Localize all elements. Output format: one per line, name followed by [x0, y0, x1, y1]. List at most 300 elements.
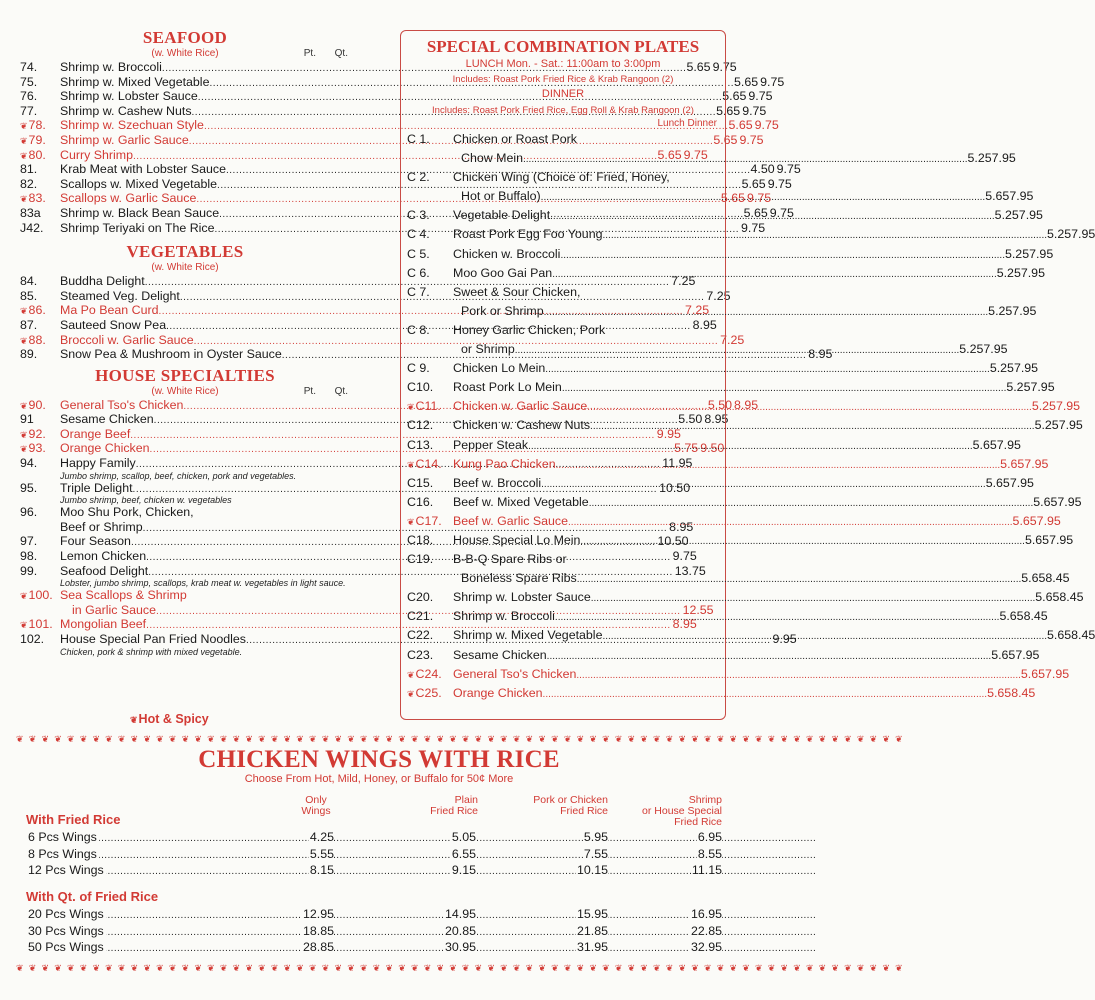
combo-name: Beef w. Mixed Vegetable: [453, 494, 589, 509]
item-name: Sesame Chicken: [60, 412, 154, 427]
combo-item-row: [407, 321, 719, 340]
combo-number: C13.: [407, 437, 434, 452]
wings-price: 22.85: [690, 923, 722, 938]
combo-name: Beef w. Garlic Sauce: [453, 513, 569, 528]
item-description: Jumbo shrimp, scallop, beef, chicken, pork and vegetables.: [60, 470, 297, 481]
menu-item-row: [20, 162, 801, 177]
item-number: ❦ 93.: [20, 441, 60, 457]
combo-number: ❦ C11.: [407, 397, 453, 417]
price-lunch: 5.65: [1020, 666, 1046, 681]
price-quart: 8.95: [669, 519, 694, 534]
seafood-subtitle: (w. White Rice): [151, 48, 219, 59]
combo-name-cont: Hot or Buffalo): [461, 189, 541, 204]
price-quart: 9.75: [683, 147, 708, 162]
seafood-title: SEAFOOD: [142, 28, 228, 47]
price-quart: 10.50: [659, 480, 691, 495]
price-pint: 5.65: [657, 147, 682, 162]
price-dinner: 7.95: [1055, 399, 1081, 414]
combo-number: C 1.: [407, 132, 430, 146]
combo-item-row: [407, 646, 1040, 665]
combo-number: C 9.: [407, 361, 430, 376]
item-number: 95.: [20, 480, 38, 495]
price-quart: 12.55: [682, 602, 714, 617]
item-number: 74.: [20, 60, 38, 74]
wings-row: [28, 862, 724, 878]
combo-number: C 4.: [407, 227, 430, 242]
combo-number: C19.: [407, 552, 434, 567]
item-name: Moo Shu Pork, Chicken,: [60, 505, 194, 520]
leader-dots: [28, 829, 724, 847]
wings-price: 15.95: [576, 907, 608, 921]
combo-item-row-cont: [407, 302, 1037, 321]
combo-name-cont: Boneless Spare Ribs: [461, 571, 577, 586]
price-pint: 5.65: [720, 191, 746, 206]
price-dinner: 7.95: [1058, 418, 1083, 433]
item-name: Shrimp w. Lobster Sauce: [60, 89, 198, 104]
leader-dots: [602, 626, 1047, 646]
menu-item-row: [20, 588, 350, 603]
item-description: Jumbo shrimp, beef, chicken w. vegetables: [60, 495, 232, 506]
price-dinner: 7.95: [991, 151, 1016, 166]
item-name: Steamed Veg. Delight: [60, 288, 180, 303]
combo-number: C21.: [407, 609, 434, 624]
item-number: 83a: [20, 205, 41, 220]
price-dinner: 7.95: [1036, 513, 1061, 528]
price-quart: 9.75: [769, 205, 794, 220]
price-dinner: 7.95: [1045, 666, 1070, 681]
combo-name: Chicken Wing (Choice of: Fried, Honey,: [453, 170, 670, 185]
combo-name: General Tso's Chicken: [453, 666, 577, 681]
item-number: ❦ 88.: [20, 333, 60, 349]
wings-price: 10.15: [576, 863, 608, 877]
price-dinner: 8.45: [1059, 590, 1084, 605]
wings-price: 11.15: [691, 863, 722, 877]
combo-item-row: [407, 245, 1054, 264]
item-name: Buddha Delight: [60, 274, 145, 289]
combo-item-row: [407, 455, 1049, 474]
price-lunch: 5.25: [1004, 246, 1030, 261]
vegetables-title: VEGETABLES: [126, 242, 244, 262]
price-lunch: 5.65: [991, 647, 1016, 662]
item-name: Ma Po Bean Curd: [60, 303, 159, 318]
wings-price: 30.95: [444, 940, 476, 954]
price-pint: 4.50: [750, 162, 775, 177]
wings-price: 16.95: [690, 907, 722, 921]
price-lunch: 5.25: [959, 342, 984, 357]
price-dinner: 7.95: [1071, 227, 1095, 242]
item-number: 75.: [20, 74, 38, 89]
price-pint: 5.75: [674, 441, 699, 456]
price-quart: 13.75: [674, 563, 706, 578]
item-name: General Tso's Chicken: [60, 397, 184, 412]
leader-dots: [556, 455, 1001, 475]
combo-name-cont: or Shrimp: [461, 342, 515, 357]
item-number: 89.: [20, 347, 38, 362]
item-number: 87.: [20, 317, 38, 332]
item-name: Shrimp w. Broccoli: [60, 60, 162, 74]
wings-price: 5.55: [309, 846, 334, 861]
wings-price: 18.85: [302, 923, 334, 938]
price-dinner: 8.45: [1071, 628, 1095, 643]
combo-name: Roast Pork Lo Mein: [453, 380, 562, 395]
wings-header-plain-fried-rice: Plain Fried Rice: [430, 794, 478, 817]
item-number: ❦ 78.: [20, 118, 60, 134]
combo-item-row: [407, 493, 1082, 512]
price-quart: 9.75: [748, 89, 773, 104]
price-dinner: 8.45: [1011, 685, 1036, 700]
combo-number: C 2.: [407, 170, 430, 185]
leader-dots: [515, 340, 960, 360]
combo-item-row: [407, 588, 1084, 607]
leader-dots: [528, 436, 973, 456]
item-name: Shrimp w. Black Bean Sauce: [60, 205, 220, 220]
combo-number: C 7.: [407, 284, 430, 299]
wings-price: 8.15: [309, 863, 334, 877]
item-number: 76.: [20, 89, 38, 104]
item-name: Orange Chicken: [60, 441, 150, 456]
combo-item-row: [407, 264, 1045, 283]
wings-price: 32.95: [690, 940, 722, 954]
combo-name: Pepper Steak: [453, 437, 529, 452]
price-quart: 9.75: [747, 191, 772, 206]
leader-dots: [543, 684, 988, 704]
combo-item-row: [407, 550, 719, 569]
item-name: Curry Shrimp: [60, 147, 133, 162]
price-quart: 9.75: [776, 162, 801, 177]
item-number: ❦ 80.: [20, 148, 60, 164]
leader-dots: [552, 264, 997, 284]
item-number: ❦ 92.: [20, 427, 60, 443]
wings-row-label: 8 Pcs Wings: [28, 846, 97, 861]
leader-dots: [560, 245, 1005, 265]
price-pint: 5.65: [743, 205, 768, 220]
price-lunch: 5.25: [1031, 399, 1056, 414]
leader-dots: [28, 923, 724, 941]
hot-spicy-legend: ❦ Hot & Spicy: [130, 712, 209, 726]
dinner-label: DINNER: [541, 88, 585, 100]
leader-dots: [541, 187, 986, 207]
price-lunch: 5.25: [1034, 418, 1059, 433]
item-name: Lemon Chicken: [60, 549, 147, 564]
item-description: Chicken, pork & shrimp with mixed vegetable.: [60, 646, 243, 657]
wings-price: 4.25: [309, 830, 334, 844]
wings-header-only-wings: Only Wings: [301, 794, 331, 817]
leader-dots: [541, 474, 986, 494]
item-number: J42.: [20, 220, 44, 235]
item-number: 91: [20, 412, 34, 427]
combo-number: C 8.: [407, 322, 430, 337]
leader-dots: [555, 607, 1000, 627]
price-lunch: 5.65: [972, 437, 997, 452]
price-lunch: 5.25: [989, 361, 1014, 376]
price-pint: 5.65: [713, 132, 738, 147]
price-dinner: 7.95: [1009, 475, 1034, 490]
price-dinner: 7.95: [983, 342, 1008, 357]
combo-number: C18.: [407, 532, 434, 547]
price-quart: 8.95: [734, 397, 759, 412]
wings-group-label: With Fried Rice: [26, 812, 121, 827]
price-quart: 9.95: [656, 426, 681, 441]
combo-number: ❦ C25.: [407, 684, 453, 704]
wings-price: 5.95: [583, 830, 608, 844]
item-name: Snow Pea & Mushroom in Oyster Sauce: [60, 347, 282, 362]
item-name-cont: Beef or Shrimp: [60, 519, 143, 534]
combo-name: Shrimp w. Mixed Vegetable: [453, 628, 603, 643]
price-quart: 8.95: [704, 412, 729, 427]
qt-label: Qt.: [334, 385, 348, 397]
combo-name: House Special Lo Mein: [453, 532, 581, 547]
price-quart: 8.95: [672, 617, 697, 632]
leader-dots: [587, 397, 1032, 417]
decorative-border-bottom: ❦❦❦❦❦❦❦❦❦❦❦❦❦❦❦❦❦❦❦❦❦❦❦❦❦❦❦❦❦❦❦❦❦❦❦❦❦❦❦❦❦❦❦❦❦❦❦❦❦❦❦❦❦❦❦❦❦❦❦❦❦❦❦❦❦❦❦❦❦❦: [16, 963, 908, 973]
combo-name: Shrimp w. Broccoli: [453, 609, 555, 624]
pt-label: Pt.: [303, 385, 316, 397]
item-name: Triple Delight: [60, 480, 133, 495]
wings-row: [28, 846, 724, 862]
leader-dots: [28, 862, 724, 880]
price-lunch: 5.65: [1033, 494, 1058, 509]
wings-header-pork-chicken-fried-rice: Pork or Chicken Fried Rice: [533, 794, 608, 817]
price-quart: 9.50: [700, 441, 725, 456]
leader-dots: [545, 359, 990, 379]
combo-item-row-cont: [407, 149, 1016, 168]
leader-dots: [523, 149, 968, 169]
combo-name: Orange Chicken: [453, 685, 543, 700]
price-quart: 7.25: [685, 303, 710, 318]
combo-name: Chicken or Roast Pork: [453, 132, 577, 146]
combo-name: Sweet & Sour Chicken,: [453, 284, 581, 299]
item-number: 94.: [20, 456, 38, 471]
wings-price: 28.85: [302, 940, 334, 954]
pt-label: Pt.: [303, 48, 316, 59]
price-quart: 8.95: [808, 347, 833, 362]
item-name: Scallops w. Garlic Sauce: [60, 191, 197, 206]
price-quart: 9.75: [767, 176, 792, 191]
menu-item-row: [20, 505, 350, 520]
combo-item-row: [407, 474, 1034, 493]
leader-dots: [28, 846, 724, 864]
item-name: Seafood Delight: [60, 563, 149, 578]
price-quart: 9.75: [712, 60, 737, 74]
combo-title: SPECIAL COMBINATION PLATES: [426, 37, 700, 56]
combo-item-row: [407, 283, 719, 302]
price-lunch: 5.65: [1047, 628, 1072, 643]
price-lunch: 5.65: [999, 609, 1024, 624]
leader-dots: [28, 939, 724, 957]
combo-number: C16.: [407, 494, 434, 509]
price-pint: 5.50: [678, 412, 703, 427]
combo-item-row: [407, 436, 1021, 455]
item-number: 77.: [20, 103, 38, 118]
price-quart: 9.95: [772, 632, 797, 646]
price-quart: 7.25: [671, 274, 696, 289]
price-dinner: 7.95: [1015, 647, 1040, 662]
combo-name: Honey Garlic Chicken, Pork: [453, 322, 606, 337]
wings-price: 5.05: [451, 830, 476, 844]
combo-name: B-B-Q Spare Ribs or: [453, 552, 567, 567]
price-lunch: 5.65: [1000, 456, 1025, 471]
price-lunch: 5.65: [985, 475, 1010, 490]
price-lunch: 5.65: [985, 189, 1010, 204]
item-name: Happy Family: [60, 456, 136, 471]
combo-number: C10.: [407, 380, 434, 395]
wings-row-label: 12 Pcs Wings: [28, 863, 104, 877]
combo-item-row: [407, 378, 1055, 397]
lunch-col-label: Lunch: [657, 118, 685, 129]
wings-price: 31.95: [576, 940, 608, 954]
price-dinner: 7.95: [1024, 456, 1049, 471]
combo-number: C 5.: [407, 246, 430, 261]
price-lunch: 5.65: [1035, 590, 1060, 605]
combo-name: Sesame Chicken: [453, 647, 547, 662]
wings-price: 12.95: [302, 907, 334, 921]
item-name: Broccoli w. Garlic Sauce: [60, 332, 194, 347]
wings-row: [28, 906, 724, 922]
item-name-cont: in Garlic Sauce: [72, 602, 157, 617]
combo-name: Moo Goo Gai Pan: [453, 265, 553, 280]
price-quart: 9.75: [741, 220, 766, 235]
leader-dots: [602, 225, 1047, 245]
house-col-headers: [284, 386, 348, 398]
price-dinner: 7.95: [1009, 189, 1034, 204]
combo-number: C23.: [407, 647, 434, 662]
price-lunch: 5.25: [996, 265, 1021, 280]
combo-name: Shrimp w. Lobster Sauce: [453, 590, 591, 605]
item-name: Shrimp w. Cashew Nuts: [60, 103, 192, 118]
combo-name: Chicken w. Garlic Sauce: [453, 399, 588, 414]
item-number: 85.: [20, 288, 38, 303]
combo-name: Roast Pork Egg Foo Young: [453, 227, 603, 242]
combo-col-headers: [407, 118, 719, 130]
leader-dots: [580, 531, 1025, 551]
item-name: Sea Scallops & Shrimp: [60, 588, 187, 603]
price-dinner: 8.45: [1023, 609, 1048, 624]
menu-item-row: [20, 274, 696, 289]
price-dinner: 7.95: [1013, 361, 1039, 376]
price-dinner: 7.95: [1018, 208, 1043, 223]
wings-price: 14.95: [444, 907, 476, 921]
price-quart: 9.75: [739, 132, 764, 147]
price-quart: 9.75: [672, 549, 697, 564]
wings-row-label: 50 Pcs Wings: [28, 940, 104, 954]
leader-dots: [568, 512, 1013, 532]
price-dinner: 7.95: [1012, 303, 1037, 318]
leader-dots: [544, 302, 989, 322]
decorative-border-top: ❦❦❦❦❦❦❦❦❦❦❦❦❦❦❦❦❦❦❦❦❦❦❦❦❦❦❦❦❦❦❦❦❦❦❦❦❦❦❦❦❦❦❦❦❦❦❦❦❦❦❦❦❦❦❦❦❦❦❦❦❦❦❦❦❦❦❦❦❦❦: [16, 734, 908, 744]
wings-title: CHICKEN WINGS WITH RICE: [198, 746, 560, 773]
price-lunch: 5.65: [987, 685, 1012, 700]
item-number: 102.: [20, 632, 45, 646]
wings-subtitle: Choose From Hot, Mild, Honey, or Buffalo for 50¢ More: [244, 773, 514, 785]
dinner-includes: Includes: Roast Pork Fried Rice, Egg Roll & Krab Rangoon (2): [432, 105, 694, 116]
item-number: ❦ 79.: [20, 133, 60, 149]
combo-name: Kung Pao Chicken: [453, 456, 556, 471]
price-quart: 10.50: [657, 534, 689, 549]
price-pint: 5.65: [716, 103, 741, 118]
item-number: ❦ 100.: [20, 588, 60, 604]
price-pint: 5.65: [734, 74, 759, 89]
wings-price: 9.15: [451, 863, 476, 877]
combo-name: Chicken Lo Mein: [453, 361, 546, 376]
wings-price: 20.85: [444, 923, 476, 938]
wings-price: 6.55: [451, 846, 476, 861]
wings-price: 21.85: [576, 923, 608, 938]
price-quart: 9.75: [742, 103, 767, 118]
price-pint: 5.65: [722, 89, 747, 104]
item-name: House Special Pan Fried Noodles: [60, 632, 246, 646]
item-number: ❦ 90.: [20, 398, 60, 414]
item-number: 82.: [20, 176, 38, 191]
item-number: 84.: [20, 274, 38, 289]
price-pint: 5.65: [741, 176, 766, 191]
combo-item-row: [407, 531, 1074, 550]
price-quart: 7.25: [706, 288, 731, 303]
combo-number: C12.: [407, 418, 434, 433]
item-number: 97.: [20, 534, 38, 549]
lunch-hours: LUNCH Mon. - Sat.: 11:00am to 3:00pm: [465, 58, 661, 70]
combo-name: Vegetable Delight: [453, 208, 551, 223]
combo-number: C22.: [407, 628, 434, 643]
price-pint: 5.65: [728, 118, 753, 133]
price-quart: 7.25: [720, 332, 745, 347]
combo-number: C 6.: [407, 265, 430, 280]
qt-label: Qt.: [334, 48, 348, 59]
combo-name-cont: Chow Mein: [461, 151, 523, 166]
price-lunch: 5.65: [1021, 571, 1046, 586]
house-title: HOUSE SPECIALTIES: [95, 365, 275, 385]
item-number: 96.: [20, 505, 38, 520]
combo-number: ❦ C24.: [407, 665, 453, 685]
price-quart: 9.75: [760, 74, 785, 89]
item-number: 99.: [20, 563, 38, 578]
wings-row-label: 6 Pcs Wings: [28, 830, 97, 844]
combo-item-row-cont: [407, 569, 1070, 588]
price-lunch: 5.25: [1006, 380, 1031, 395]
leader-dots: [28, 906, 724, 924]
house-subtitle: (w. White Rice): [151, 385, 219, 397]
price-lunch: 5.25: [988, 303, 1013, 318]
menu-item-row: [20, 426, 681, 442]
price-quart: 11.95: [662, 456, 693, 471]
item-number: ❦ 86.: [20, 303, 60, 319]
price-dinner: 7.95: [1029, 246, 1054, 261]
combo-item-row: [407, 130, 719, 149]
combo-item-row: [407, 359, 1039, 378]
price-quart: 8.95: [692, 317, 717, 332]
combo-number: C15.: [407, 475, 434, 490]
combo-name-cont: Pork or Shrimp: [461, 303, 544, 318]
item-name: Krab Meat with Lobster Sauce: [60, 162, 226, 177]
item-name: Shrimp w. Szechuan Style: [60, 118, 204, 133]
wings-row-label: 30 Pcs Wings: [28, 923, 104, 938]
price-dinner: 7.95: [1049, 532, 1074, 547]
vegetables-subtitle: (w. White Rice): [151, 262, 219, 274]
combo-number: ❦ C17.: [407, 512, 453, 532]
wings-row: [28, 829, 724, 845]
combo-item-row: [407, 665, 1070, 684]
combo-item-row: [407, 684, 1036, 703]
leader-dots: [590, 416, 1035, 436]
price-lunch: 5.25: [967, 151, 992, 166]
combo-item-row: [407, 607, 1048, 626]
price-lunch: 5.25: [994, 208, 1019, 223]
item-number: 98.: [20, 549, 38, 564]
item-name: Shrimp Teriyaki on The Rice: [60, 220, 215, 235]
leader-dots: [576, 665, 1021, 685]
item-name: Scallops w. Mixed Vegetable: [60, 176, 218, 191]
dinner-col-label: Dinner: [687, 118, 717, 129]
lunch-includes: Includes: Roast Pork Fried Rice & Krab Rangoon (2): [452, 74, 674, 85]
